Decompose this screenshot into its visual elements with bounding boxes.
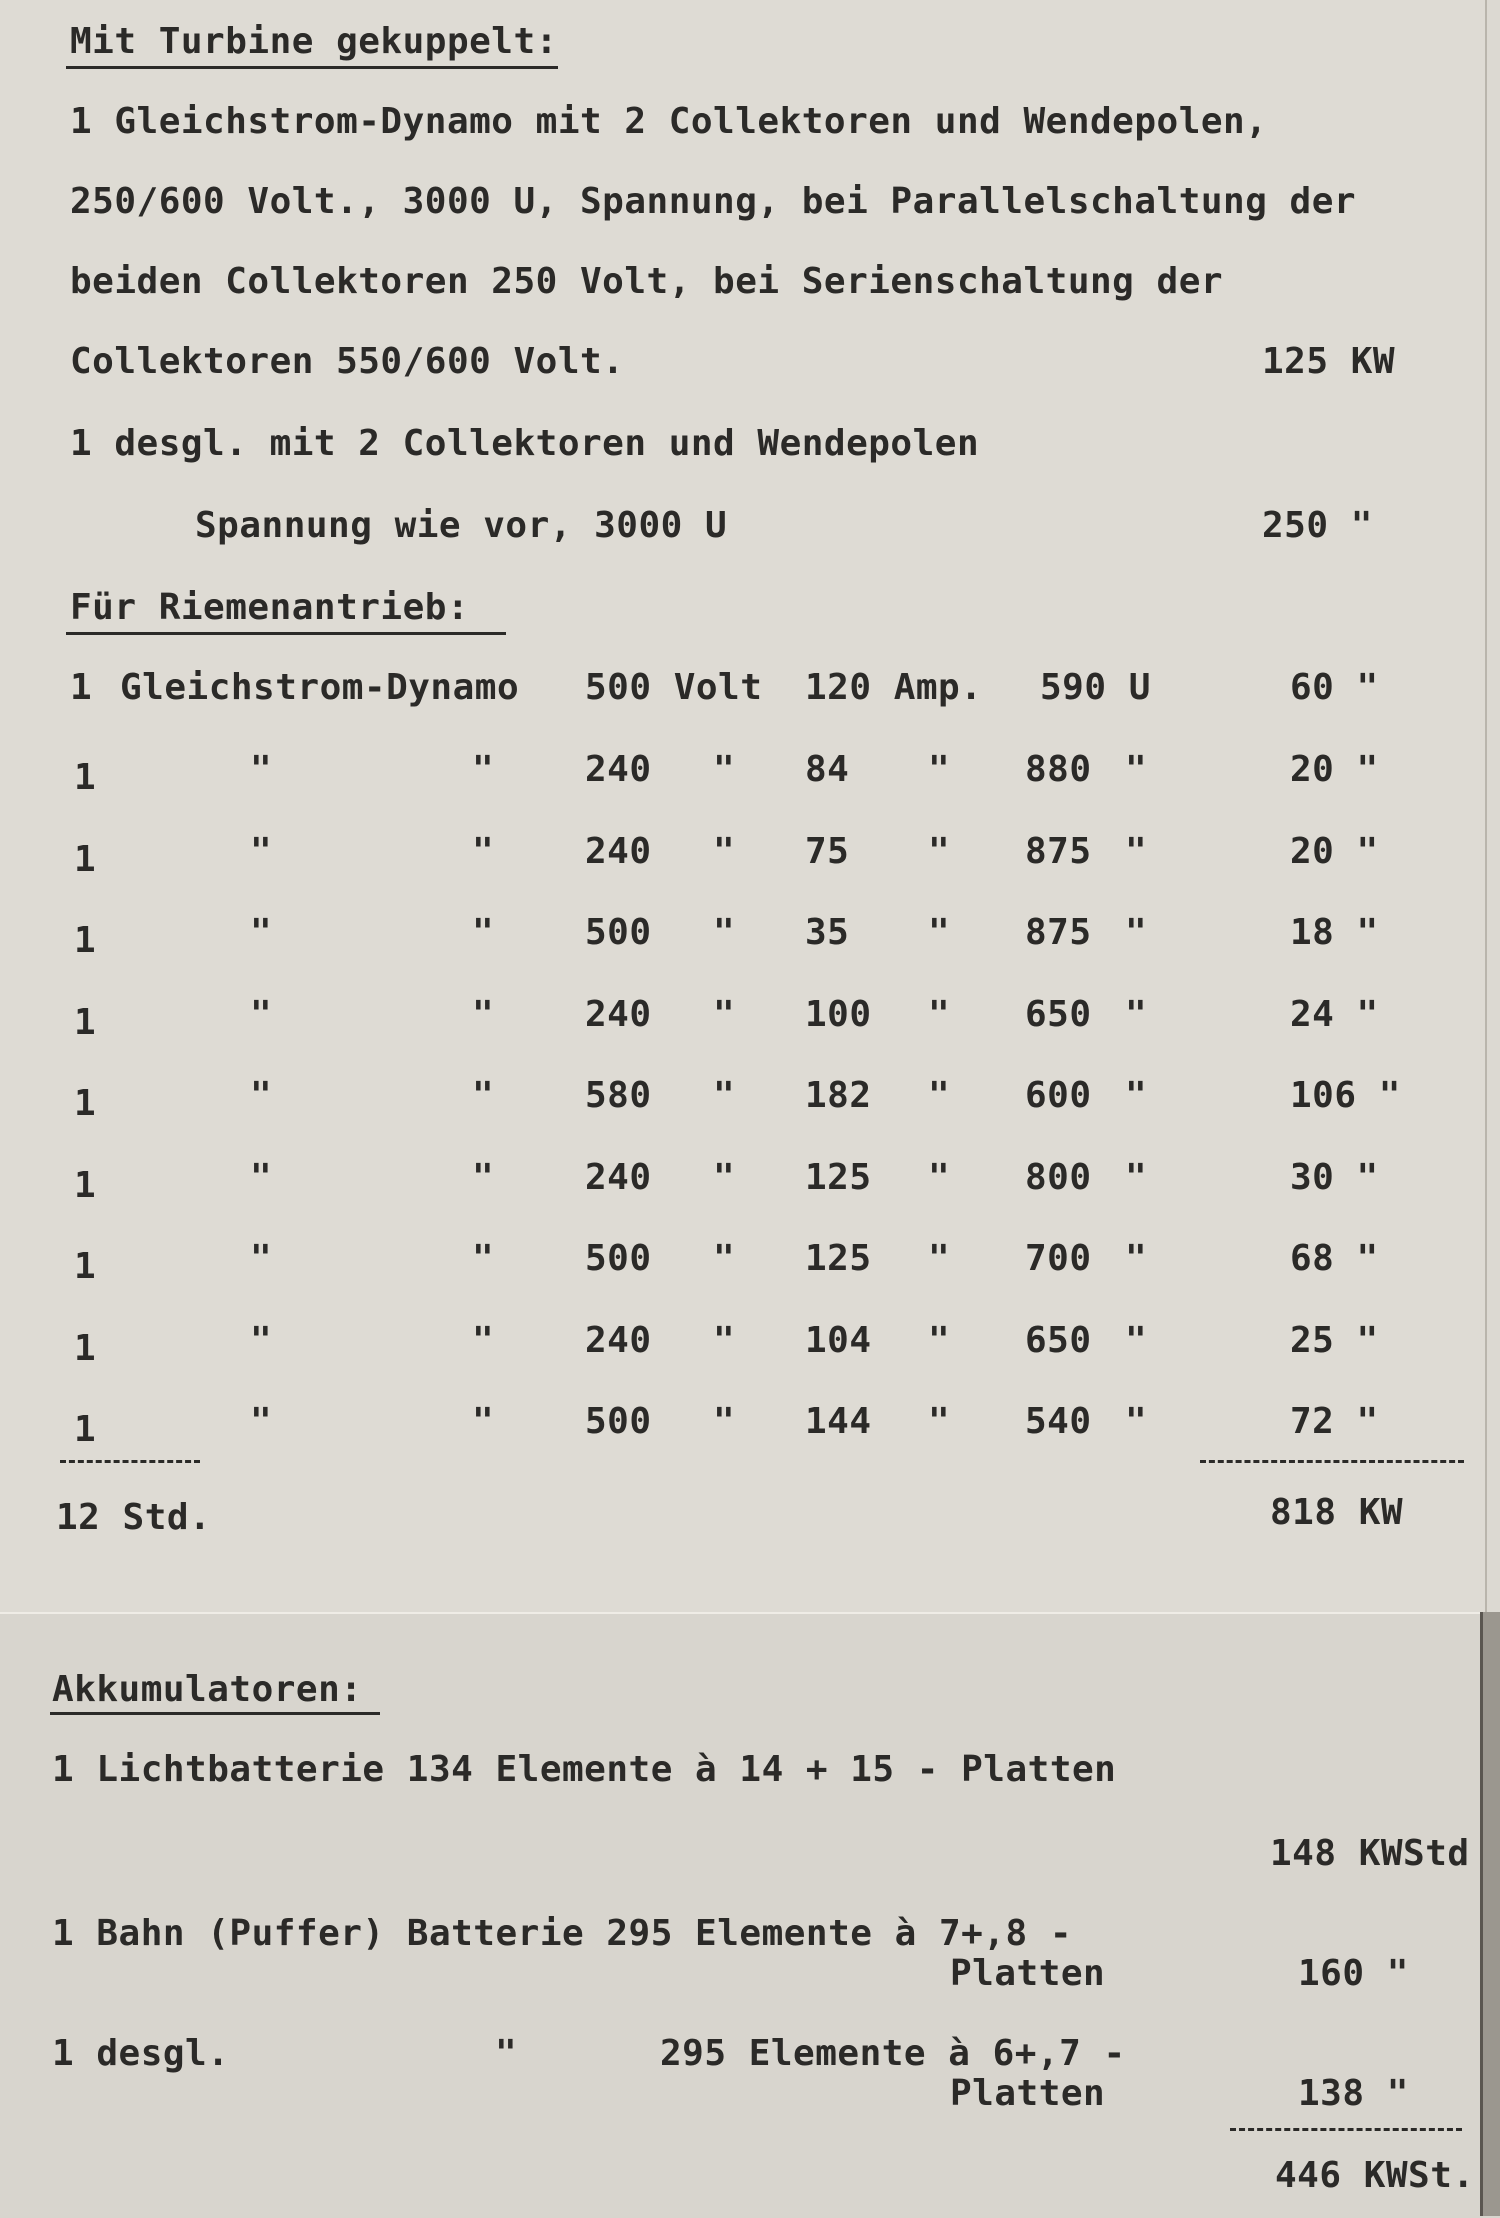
row-rpm: 650 [1025, 1320, 1092, 1361]
row-ditto-4: " [928, 749, 951, 790]
row-volt: 500 [585, 1238, 652, 1279]
row-ditto-1: " [250, 1238, 273, 1279]
row-amp: 75 [805, 831, 850, 872]
accu-heading-underline [50, 1712, 380, 1715]
row-volt: 500 [585, 912, 652, 953]
accu-row-1: 1 Lichtbatterie 134 Elemente à 14 + 15 - Platten [52, 1749, 1117, 1790]
row-rpm: 540 [1025, 1401, 1092, 1442]
row-ditto-2: " [472, 749, 495, 790]
row-ditto-3: " [713, 994, 736, 1035]
row-rpm: 875 [1025, 831, 1092, 872]
row-qty: 1 [74, 1165, 97, 1206]
row-ditto-5: " [1125, 1401, 1148, 1442]
row-rpm: 600 [1025, 1075, 1092, 1116]
row-ditto-3: " [713, 831, 736, 872]
row-ditto-2: " [472, 1320, 495, 1361]
belt-first-volt: 500 Volt [585, 667, 763, 708]
row-qty: 1 [74, 839, 97, 880]
row-volt: 580 [585, 1075, 652, 1116]
row-ditto-4: " [928, 1238, 951, 1279]
row-qty: 1 [74, 920, 97, 961]
row-qty: 1 [74, 1409, 97, 1450]
turbine-line-3: beiden Collektoren 250 Volt, bei Serienschaltung der [70, 261, 1224, 302]
row-kw: 25 " [1290, 1320, 1379, 1361]
row-ditto-1: " [250, 1320, 273, 1361]
belt-dash-left [60, 1460, 200, 1463]
row-ditto-4: " [928, 831, 951, 872]
turbine-line-6: Spannung wie vor, 3000 U [195, 505, 728, 546]
belt-heading-underline [66, 632, 506, 635]
row-amp: 144 [805, 1401, 872, 1442]
turbine-line-5: 1 desgl. mit 2 Collektoren und Wendepolen [70, 423, 980, 464]
row-qty: 1 [74, 757, 97, 798]
row-amp: 125 [805, 1157, 872, 1198]
row-volt: 240 [585, 1157, 652, 1198]
accu-row-2: 1 Bahn (Puffer) Batterie 295 Elemente à 7+,8 - [52, 1913, 1072, 1954]
accu-row-1-kw: 148 KWStd [1270, 1833, 1470, 1874]
row-volt: 240 [585, 1320, 652, 1361]
row-ditto-3: " [713, 1320, 736, 1361]
accu-row-3-elements: 295 Elemente à 6+,7 - [660, 2033, 1126, 2074]
row-rpm: 700 [1025, 1238, 1092, 1279]
accu-row-2-kw: 160 " [1298, 1953, 1409, 1994]
accu-dash [1230, 2128, 1462, 2131]
row-amp: 104 [805, 1320, 872, 1361]
row-ditto-4: " [928, 1401, 951, 1442]
row-ditto-5: " [1125, 1157, 1148, 1198]
row-ditto-5: " [1125, 831, 1148, 872]
row-ditto-1: " [250, 1075, 273, 1116]
row-kw: 20 " [1290, 831, 1379, 872]
row-ditto-4: " [928, 912, 951, 953]
accu-row-3-label: 1 desgl. [52, 2033, 230, 2074]
row-ditto-2: " [472, 1157, 495, 1198]
row-ditto-2: " [472, 831, 495, 872]
belt-first-desc: Gleichstrom-Dynamo [120, 667, 520, 708]
row-qty: 1 [74, 1083, 97, 1124]
row-ditto-4: " [928, 1157, 951, 1198]
accu-total: 446 KWSt. [1275, 2155, 1475, 2196]
accu-row-3-platten: Platten [950, 2073, 1106, 2114]
row-ditto-2: " [472, 1238, 495, 1279]
row-rpm: 800 [1025, 1157, 1092, 1198]
turbine-heading: Mit Turbine gekuppelt: [70, 21, 558, 62]
belt-total-count: 12 Std. [56, 1497, 212, 1538]
row-qty: 1 [74, 1328, 97, 1369]
row-amp: 125 [805, 1238, 872, 1279]
row-volt: 240 [585, 831, 652, 872]
row-ditto-5: " [1125, 749, 1148, 790]
belt-first-rpm: 590 U [1040, 667, 1151, 708]
row-ditto-3: " [713, 1075, 736, 1116]
row-kw: 30 " [1290, 1157, 1379, 1198]
row-ditto-3: " [713, 1157, 736, 1198]
belt-total-kw: 818 KW [1270, 1492, 1404, 1533]
row-kw: 24 " [1290, 994, 1379, 1035]
turbine-line-2: 250/600 Volt., 3000 U, Spannung, bei Parallelschaltung der [70, 181, 1357, 222]
row-rpm: 875 [1025, 912, 1092, 953]
turbine-line-6-kw: 250 " [1262, 505, 1373, 546]
row-kw: 106 " [1290, 1075, 1401, 1116]
row-ditto-1: " [250, 912, 273, 953]
belt-heading: Für Riemenantrieb: [70, 587, 470, 628]
row-ditto-1: " [250, 1157, 273, 1198]
accu-row-3-ditto: " [495, 2033, 518, 2074]
row-volt: 240 [585, 749, 652, 790]
row-volt: 500 [585, 1401, 652, 1442]
turbine-line-1: 1 Gleichstrom-Dynamo mit 2 Collektoren und Wendepolen, [70, 101, 1268, 142]
row-ditto-2: " [472, 912, 495, 953]
row-ditto-3: " [713, 912, 736, 953]
row-amp: 84 [805, 749, 850, 790]
row-ditto-5: " [1125, 1320, 1148, 1361]
accu-row-3-kw: 138 " [1298, 2073, 1409, 2114]
row-qty: 1 [74, 1002, 97, 1043]
row-amp: 100 [805, 994, 872, 1035]
belt-dash-right [1200, 1460, 1464, 1463]
row-ditto-1: " [250, 994, 273, 1035]
row-kw: 72 " [1290, 1401, 1379, 1442]
row-kw: 68 " [1290, 1238, 1379, 1279]
row-kw: 18 " [1290, 912, 1379, 953]
row-ditto-4: " [928, 1075, 951, 1116]
row-kw: 20 " [1290, 749, 1379, 790]
row-ditto-2: " [472, 1401, 495, 1442]
row-ditto-1: " [250, 749, 273, 790]
turbine-line-4-kw: 125 KW [1262, 341, 1396, 382]
row-ditto-5: " [1125, 1075, 1148, 1116]
row-ditto-1: " [250, 831, 273, 872]
row-rpm: 880 [1025, 749, 1092, 790]
row-ditto-4: " [928, 1320, 951, 1361]
sheet-edge [1480, 1612, 1500, 2216]
row-ditto-3: " [713, 1238, 736, 1279]
row-amp: 182 [805, 1075, 872, 1116]
row-ditto-5: " [1125, 1238, 1148, 1279]
row-ditto-5: " [1125, 912, 1148, 953]
row-ditto-2: " [472, 994, 495, 1035]
row-ditto-3: " [713, 1401, 736, 1442]
belt-first-amp: 120 Amp. [805, 667, 983, 708]
accu-row-2-platten: Platten [950, 1953, 1106, 1994]
row-ditto-2: " [472, 1075, 495, 1116]
turbine-heading-underline [66, 66, 558, 69]
row-ditto-5: " [1125, 994, 1148, 1035]
accu-heading: Akkumulatoren: [52, 1669, 363, 1710]
row-rpm: 650 [1025, 994, 1092, 1035]
row-amp: 35 [805, 912, 850, 953]
belt-first-kw: 60 " [1290, 667, 1379, 708]
belt-first-qty: 1 [70, 667, 93, 708]
turbine-line-4: Collektoren 550/600 Volt. [70, 341, 625, 382]
row-qty: 1 [74, 1246, 97, 1287]
row-ditto-3: " [713, 749, 736, 790]
row-ditto-1: " [250, 1401, 273, 1442]
row-ditto-4: " [928, 994, 951, 1035]
row-volt: 240 [585, 994, 652, 1035]
